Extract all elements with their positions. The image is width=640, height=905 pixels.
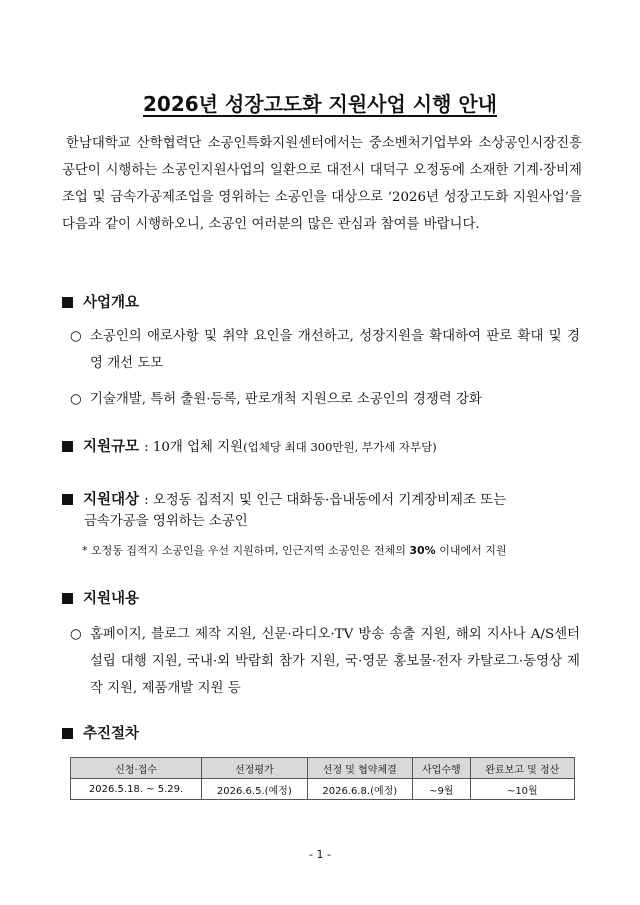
table-header-cell: 선정평가 — [202, 758, 307, 779]
section-heading-scale: 지원규모 : 10개 업체 지원(업체당 최대 300만원, 부가세 자부담) — [62, 435, 437, 456]
overview-item-1: ○ 소공인의 애로사항 및 취약 요인을 개선하고, 성장지원을 확대하여 판로 확대 및 경영 개선 도모 — [70, 323, 580, 377]
table-header-cell: 신청·접수 — [71, 758, 202, 779]
table-header-cell: 사업수행 — [413, 758, 471, 779]
square-bullet-icon — [62, 441, 73, 452]
page-number: - 1 - — [309, 848, 331, 861]
square-bullet-icon — [62, 728, 73, 739]
overview-item-2: ○ 기술개발, 특허 출원·등록, 판로개척 지원으로 소공인의 경쟁력 강화 — [70, 386, 580, 413]
document-title: 2026년 성장고도화 지원사업 시행 안내 — [143, 92, 497, 116]
content-item: ○ 홈페이지, 블로그 제작 지원, 신문·라디오·TV 방송 송출 지원, 해외 지사나 A/S센터 설립 대행 지원, 국내·외 박람회 참가 지원, 국·영문 홍보물·전자 카탈로그·동영상 제작 지원, 제품개발 지원 등 — [70, 621, 580, 702]
section-heading-content: 지원내용 — [62, 587, 139, 608]
table-cell: 2026.6.8.(예정) — [307, 779, 412, 800]
section-heading-procedure: 추진절차 — [62, 722, 139, 743]
table-header-cell: 완료보고 및 정산 — [470, 758, 574, 779]
section-heading-target: 지원대상 : 오정동 집적지 및 인근 대화동·읍내동에서 기계장비제조 또는 — [62, 488, 506, 509]
table-cell: ~9월 — [413, 779, 471, 800]
circle-bullet-icon: ○ — [70, 392, 82, 407]
square-bullet-icon — [62, 593, 73, 604]
target-note: * 오정동 집적지 소공인을 우선 지원하며, 인근지역 소공인은 전체의 30% 이내에서 지원 — [82, 544, 507, 557]
section-heading-overview: 사업개요 — [62, 291, 139, 312]
table-header-row — [71, 758, 575, 779]
circle-bullet-icon: ○ — [70, 329, 82, 344]
square-bullet-icon — [62, 297, 73, 308]
square-bullet-icon — [62, 494, 73, 505]
intro-paragraph: 한남대학교 산학협력단 소공인특화지원센터에서는 중소벤처기업부와 소상공인시장진흥공단이 시행하는 소공인지원사업의 일환으로 대전시 대덕구 오정동에 소재한 기계·장비제조업 및 금속가공제조업을 영위하는 소공인을 대상으로 ‘2026년 성장고도화 지원사업’을 다음과 같이 시행하오니, 소공인 여러분의 많은 관심과 참여를 바랍니다. — [62, 136, 582, 232]
scale-detail: (업체당 최대 300만원, 부가세 자부담) — [243, 440, 437, 454]
table-header-cell: 선정 및 협약체결 — [307, 758, 412, 779]
circle-bullet-icon: ○ — [70, 627, 82, 642]
procedure-table — [70, 757, 575, 800]
target-line-1: 오정동 집적지 및 인근 대화동·읍내동에서 기계장비제조 또는 — [152, 493, 507, 508]
table-cell: ~10월 — [470, 779, 574, 800]
target-line-2: 금속가공을 영위하는 소공인 — [84, 514, 248, 529]
table-row — [71, 779, 575, 800]
table-cell: 2026.6.5.(예정) — [202, 779, 307, 800]
table-cell: 2026.5.18. ~ 5.29. — [71, 779, 202, 800]
scale-text: 10개 업체 지원 — [152, 440, 244, 455]
